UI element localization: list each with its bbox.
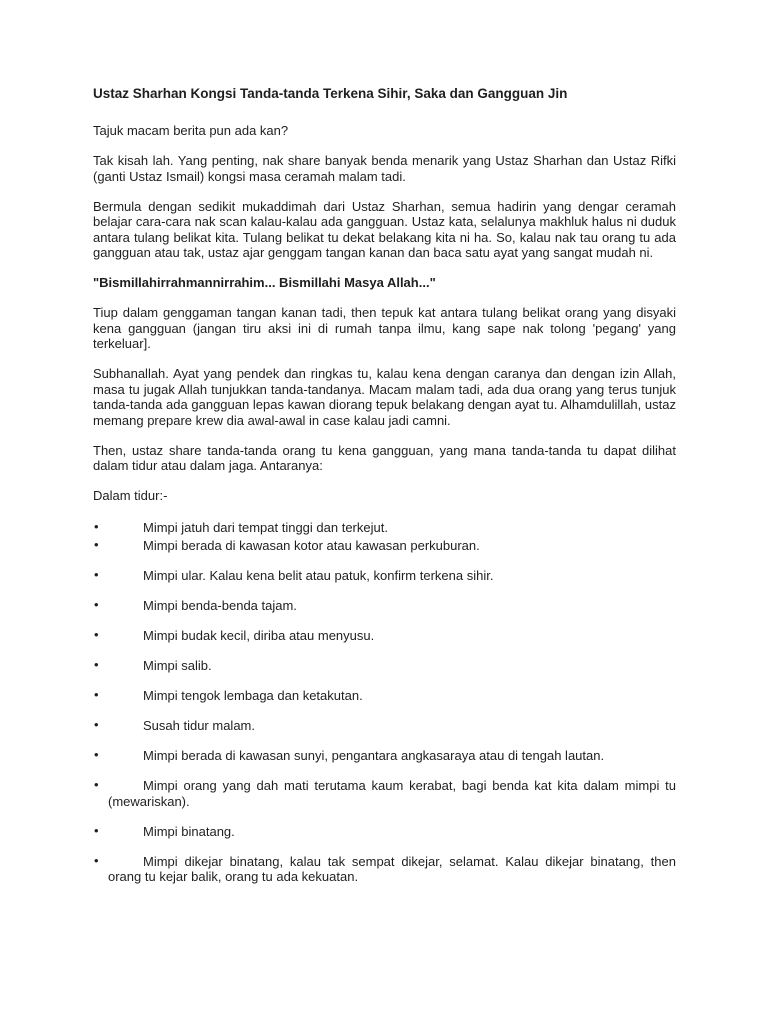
bullet-marker: • [94, 627, 99, 642]
bullet-marker: • [94, 777, 99, 792]
bullet-marker: • [94, 657, 99, 672]
list-heading-dalam-tidur: Dalam tidur:- [93, 488, 168, 503]
bullet-marker: • [94, 687, 99, 702]
bullet-marker: • [94, 717, 99, 732]
list-item-mimpi-dikejar-binatang [93, 854, 676, 885]
bullet-marker: • [94, 567, 99, 582]
list-item-mimpi-ular [93, 568, 676, 584]
list-item-text: Mimpi dikejar binatang, kalau tak sempat dikejar, selamat. Kalau dikejar binatang, then orang tu kejar balik, orang tu ada kekuatan. [108, 853, 676, 884]
list-item-mimpi-orang-mati [93, 778, 676, 809]
bullet-marker: • [94, 822, 99, 838]
list-item-mimpi-jatuh [93, 520, 676, 536]
bullet-marker: • [94, 537, 99, 552]
list-item-mimpi-kawasan-sunyi [93, 748, 676, 764]
list-item-text: Mimpi budak kecil, diriba atau menyusu. [143, 628, 375, 643]
list-item-text: Mimpi salib. [143, 658, 212, 673]
bismillah-quote: "Bismillahirrahmannirrahim... Bismillahi Masya Allah..." [93, 275, 436, 290]
page-title: Ustaz Sharhan Kongsi Tanda-tanda Terkena Sihir, Saka dan Gangguan Jin [93, 86, 568, 101]
list-item-text: Mimpi jatuh dari tempat tinggi dan terkejut. [143, 519, 388, 535]
paragraph-then-share: Then, ustaz share tanda-tanda orang tu kena gangguan, yang mana tanda-tanda tu dapat dilihat dalam tidur atau dalam jaga. Antaranya: [93, 442, 676, 473]
list-item-mimpi-lembaga [93, 688, 676, 704]
paragraph-tak-kisah: Tak kisah lah. Yang penting, nak share banyak benda menarik yang Ustaz Sharhan dan Ustaz Rifki (ganti Ustaz Ismail) kongsi masa ceramah malam tadi. [93, 153, 676, 184]
document-content [93, 86, 676, 885]
bullet-marker: • [94, 597, 99, 612]
list-item-mimpi-budak-kecil [93, 628, 676, 644]
list-item-text: Mimpi berada di kawasan sunyi, pengantara angkasaraya atau di tengah lautan. [143, 748, 605, 763]
list-item-mimpi-salib [93, 658, 676, 674]
list-item-susah-tidur [93, 718, 676, 734]
bullet-marker: • [94, 747, 99, 762]
list-item-mimpi-binatang [93, 824, 676, 840]
bullet-marker: • [94, 518, 99, 534]
list-item-text: Susah tidur malam. [143, 718, 255, 733]
list-item-text: Mimpi benda-benda tajam. [143, 598, 297, 613]
dream-signs-list [93, 520, 676, 885]
list-item-text: Mimpi berada di kawasan kotor atau kawasan perkuburan. [143, 538, 480, 553]
list-item-text: Mimpi tengok lembaga dan ketakutan. [143, 688, 363, 703]
paragraph-bermula: Bermula dengan sedikit mukaddimah dari Ustaz Sharhan, semua hadirin yang dengar ceramah belajar cara-cara nak scan kalau-kalau ada gangguan. Ustaz kata, selalunya makhluk halus ni duduk antara tulang belikat kita. Tulang belikat tu dekat belakang kita ni ha. So, kalau nak tau orang tu ada gangguan atau tak, ustaz ajar genggam tangan kanan dan baca satu ayat yang sangat mudah ni. [93, 198, 676, 260]
paragraph-tiup: Tiup dalam genggaman tangan kanan tadi, then tepuk kat antara tulang belikat orang yang disyaki kena gangguan (jangan tiru aksi ini di rumah tanpa ilmu, kang sape nak tolong 'pegang' yang terkeluar]. [93, 305, 676, 351]
list-item-mimpi-benda-tajam [93, 598, 676, 614]
list-item-mimpi-kawasan-kotor [93, 538, 676, 554]
paragraph-subhanallah: Subhanallah. Ayat yang pendek dan ringkas tu, kalau kena dengan caranya dan dengan izin Allah, masa tu jugak Allah tunjukkan tanda-tandanya. Macam malam tadi, ada dua orang yang terus tunjuk tanda-tanda ada gangguan lepas kawan diorang tepuk belakang dengan ayat tu. Alhamdulillah, ustaz memang prepare krew dia awal-awal in case kalau jadi camni. [93, 366, 676, 428]
list-item-text: Mimpi ular. Kalau kena belit atau patuk, konfirm terkena sihir. [143, 568, 494, 583]
bullet-marker: • [94, 852, 99, 868]
list-item-text: Mimpi binatang. [143, 823, 235, 839]
paragraph-tajuk: Tajuk macam berita pun ada kan? [93, 123, 289, 138]
list-item-text: Mimpi orang yang dah mati terutama kaum kerabat, bagi benda kat kita dalam mimpi tu (mewariskan). [108, 778, 676, 809]
